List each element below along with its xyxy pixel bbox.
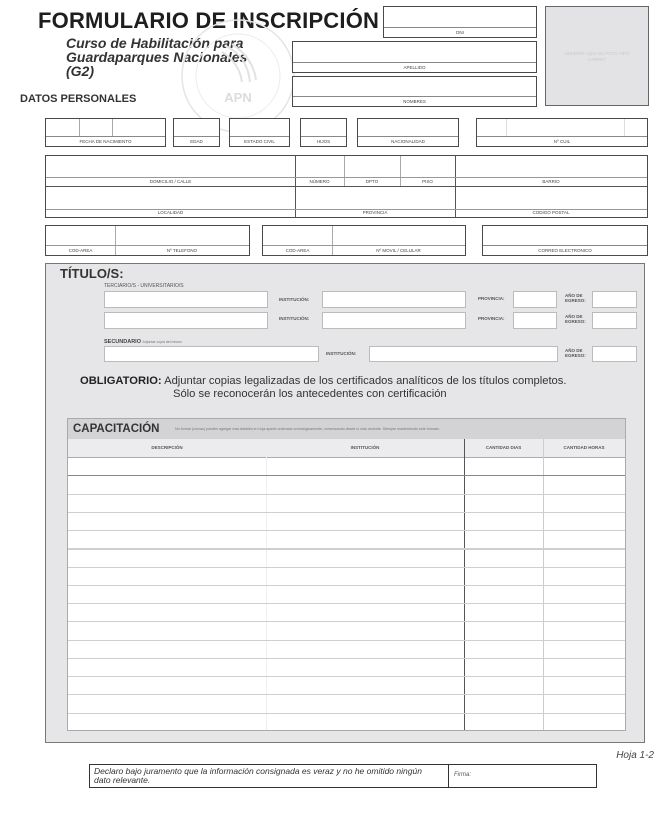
- estado-civil-field[interactable]: [229, 118, 290, 147]
- nacionalidad-field[interactable]: [357, 118, 459, 147]
- secundario-label: SECUNDARIO Adjuntar copia del mismo: [104, 339, 182, 345]
- provincia-1-input[interactable]: [513, 291, 557, 308]
- subtitle-line-2: Guardaparques Nacionales: [66, 49, 248, 65]
- photo-hint: ADHERIR AQUI SU FOTO TIPO CARNET: [564, 51, 630, 62]
- movil-label: Nº MOVIL / CELULAR: [376, 248, 421, 253]
- seal-text: APN: [224, 90, 252, 105]
- address-block: [45, 155, 648, 218]
- titulo-2-input[interactable]: [104, 312, 268, 329]
- anio-egreso-3-label: AÑO DE EGRESO:: [565, 348, 586, 358]
- apellido-label: APELLIDO: [293, 62, 536, 72]
- edad-field[interactable]: [173, 118, 220, 147]
- obligatorio-label: OBLIGATORIO:: [80, 375, 162, 387]
- institucion-3-input[interactable]: [369, 346, 558, 362]
- capacitacion-row[interactable]: [68, 457, 625, 475]
- estado-civil-label: ESTADO CIVIL: [230, 136, 289, 146]
- capacitacion-note: No formar (curvas) pueden agregar mas detalles en hoja aparte ordenado cronológicamente, comenzando desde lo más reciente. Siempre manteniendo este formato.: [175, 427, 440, 431]
- firma-label: Firma:: [454, 772, 471, 778]
- photo-box[interactable]: [545, 6, 649, 106]
- capacitacion-row[interactable]: [68, 603, 625, 622]
- capacitacion-row[interactable]: [68, 494, 625, 513]
- telefono-label: Nº TELEFONO: [166, 248, 198, 253]
- codigo-postal-label: CODIGO POSTAL: [532, 210, 570, 215]
- capacitacion-row[interactable]: [68, 658, 625, 677]
- col-cantidad-horas: CANTIDAD HORAS: [543, 439, 625, 458]
- capacitacion-row[interactable]: [68, 512, 625, 531]
- anio-egreso-3-input[interactable]: [592, 346, 637, 362]
- firma-field[interactable]: [449, 764, 595, 788]
- localidad-label: LOCALIDAD: [157, 210, 184, 215]
- capacitacion-header: [68, 419, 625, 440]
- nombres-field[interactable]: [292, 76, 537, 107]
- anio-egreso-1-label: AÑO DE EGRESO:: [565, 293, 586, 303]
- hijos-label: HIJOS: [301, 136, 346, 146]
- capacitacion-row[interactable]: [68, 640, 625, 659]
- domicilio-label: DOMICILIO / CALLE: [149, 179, 192, 184]
- correo-field[interactable]: [482, 225, 648, 256]
- obligatorio-notice: [80, 375, 640, 401]
- capacitacion-row[interactable]: [68, 713, 625, 732]
- hijos-field[interactable]: [300, 118, 347, 147]
- titulos-heading: TÍTULO/S:: [60, 266, 124, 281]
- piso-label: PISO: [422, 179, 433, 184]
- capacitacion-row[interactable]: [68, 621, 625, 640]
- anio-egreso-1-input[interactable]: [592, 291, 637, 308]
- numero-label: NÚMERO: [309, 179, 330, 184]
- correo-label: CORREO ELECTRONICO: [483, 245, 647, 255]
- anio-egreso-2-input[interactable]: [592, 312, 637, 329]
- capacitacion-row[interactable]: [68, 585, 625, 604]
- institucion-2-label: INSTITUCIÓN:: [279, 316, 310, 321]
- cuil-label: Nº CUIL: [477, 136, 647, 146]
- institucion-1-input[interactable]: [322, 291, 466, 308]
- cod-area-2-label: COD-AREA: [285, 248, 310, 253]
- apellido-field[interactable]: [292, 41, 537, 73]
- capacitacion-row[interactable]: [68, 475, 625, 494]
- dni-label: DNI: [384, 27, 536, 37]
- cod-area-1-label: COD-AREA: [68, 248, 93, 253]
- provincia-2-input[interactable]: [513, 312, 557, 329]
- cuil-field[interactable]: [476, 118, 648, 147]
- datos-personales-heading: DATOS PERSONALES: [20, 93, 137, 105]
- dpto-label: DPTO: [365, 179, 379, 184]
- col-institucion: INSTITUCIÓN: [266, 439, 464, 458]
- institucion-3-label: INSTITUCIÓN:: [326, 351, 357, 356]
- movil-field[interactable]: [262, 225, 466, 256]
- titulo-1-input[interactable]: [104, 291, 268, 308]
- edad-label: EDAD: [174, 136, 219, 146]
- provincia-1-label: PROVINCIA:: [478, 296, 505, 301]
- capacitacion-row[interactable]: [68, 548, 625, 568]
- capacitacion-heading: CAPACITACIÓN: [73, 423, 160, 435]
- provincia-2-label: PROVINCIA:: [478, 316, 505, 321]
- dni-field[interactable]: [383, 6, 537, 38]
- terciario-label: TERCIARIO/S - UNIVERSITARIO/S: [104, 283, 184, 289]
- declaration-text: Declaro bajo juramento que la información consignada es veraz y no he omitido ningún dato relevante.: [94, 766, 422, 785]
- page-number: Hoja 1-2: [616, 750, 654, 761]
- institucion-2-input[interactable]: [322, 312, 466, 329]
- capacitacion-row[interactable]: [68, 694, 625, 713]
- fecha-nacimiento-field[interactable]: [45, 118, 166, 147]
- barrio-label: BARRIO: [542, 179, 560, 184]
- capacitacion-row[interactable]: [68, 530, 625, 549]
- nacionalidad-label: NACIONALIDAD: [358, 136, 458, 146]
- institucion-1-label: INSTITUCIÓN:: [279, 297, 310, 302]
- secundario-input[interactable]: [104, 346, 319, 362]
- capacitacion-row[interactable]: [68, 567, 625, 586]
- telefono-field[interactable]: [45, 225, 250, 256]
- col-descripcion: DESCRIPCIÓN: [68, 439, 266, 458]
- obligatorio-line-1: Adjuntar copias legalizadas de los certificados analíticos de los títulos completos.: [164, 375, 567, 387]
- subtitle-line-1: Curso de Habilitación para: [66, 35, 244, 51]
- capacitacion-table: [67, 418, 626, 731]
- col-cantidad-dias: CANTIDAD DIAS: [464, 439, 543, 458]
- nombres-label: NOMBRES: [293, 96, 536, 106]
- anio-egreso-2-label: AÑO DE EGRESO:: [565, 314, 586, 324]
- provincia-label: PROVINCIA: [362, 210, 388, 215]
- obligatorio-line-2: Sólo se reconocerán los antecedentes con certificación: [173, 388, 447, 400]
- subtitle-line-3: (G2): [66, 63, 94, 79]
- fecha-nacimiento-label: FECHA DE NACIMIENTO: [46, 136, 165, 146]
- form-title: FORMULARIO DE INSCRIPCIÓN: [38, 8, 380, 33]
- secundario-note: Adjuntar copia del mismo: [142, 340, 182, 344]
- capacitacion-row[interactable]: [68, 676, 625, 695]
